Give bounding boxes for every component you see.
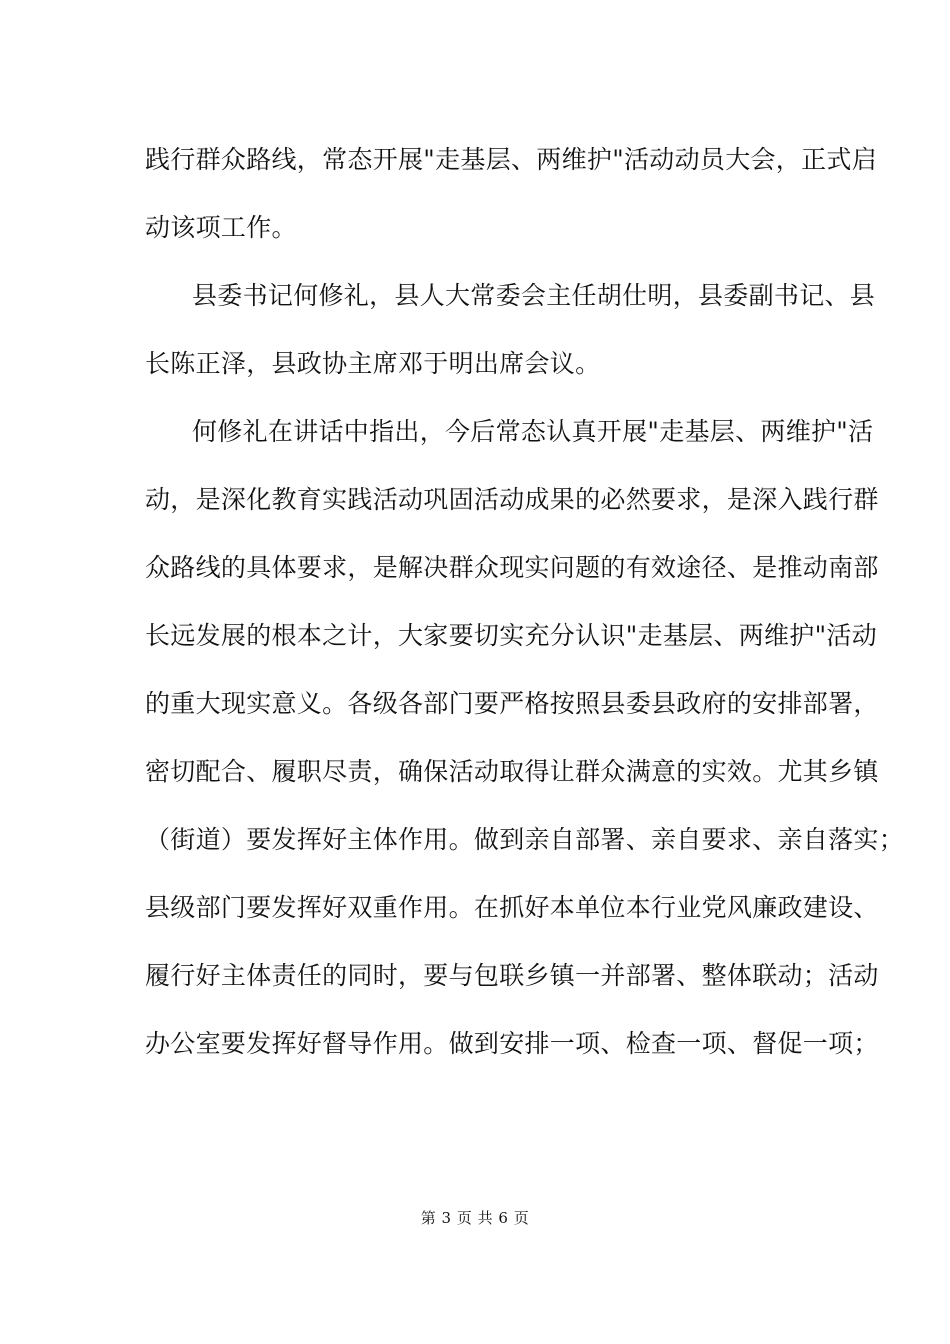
text-line: 动，是深化教育实践活动巩固活动成果的必然要求，是深入践行群 [145,485,879,514]
body-text [145,126,905,1078]
text-line: 众路线的具体要求，是解决群众现实问题的有效途径、是推动南部 [145,553,879,582]
text-line: （街道）要发挥好主体作用。做到亲自部署、亲自要求、亲自落实； [145,825,905,854]
page-number-footer: 第 3 页 共 6 页 [420,1209,530,1227]
text-line: 长远发展的根本之计，大家要切实充分认识"走基层、两维护"活动 [145,621,878,650]
text-line: 何修礼在讲话中指出，今后常态认真开展"走基层、两维护"活 [192,417,874,446]
text-line: 县级部门要发挥好双重作用。在抓好本单位本行业党风廉政建设、 [145,893,879,922]
text-line: 践行群众路线，常态开展"走基层、两维护"活动动员大会，正式启 [145,145,878,174]
text-line: 县委书记何修礼，县人大常委会主任胡仕明，县委副书记、县 [192,281,876,310]
text-line: 动该项工作。 [145,213,297,242]
text-line: 的重大现实意义。各级各部门要严格按照县委县政府的安排部署， [145,689,879,718]
text-line: 长陈正泽，县政协主席邓于明出席会议。 [145,349,601,378]
text-line: 办公室要发挥好督导作用。做到安排一项、检查一项、督促一项； [145,1029,879,1058]
text-line: 履行好主体责任的同时，要与包联乡镇一并部署、整体联动；活动 [145,961,879,990]
text-line: 密切配合、履职尽责，确保活动取得让群众满意的实效。尤其乡镇 [145,757,879,786]
